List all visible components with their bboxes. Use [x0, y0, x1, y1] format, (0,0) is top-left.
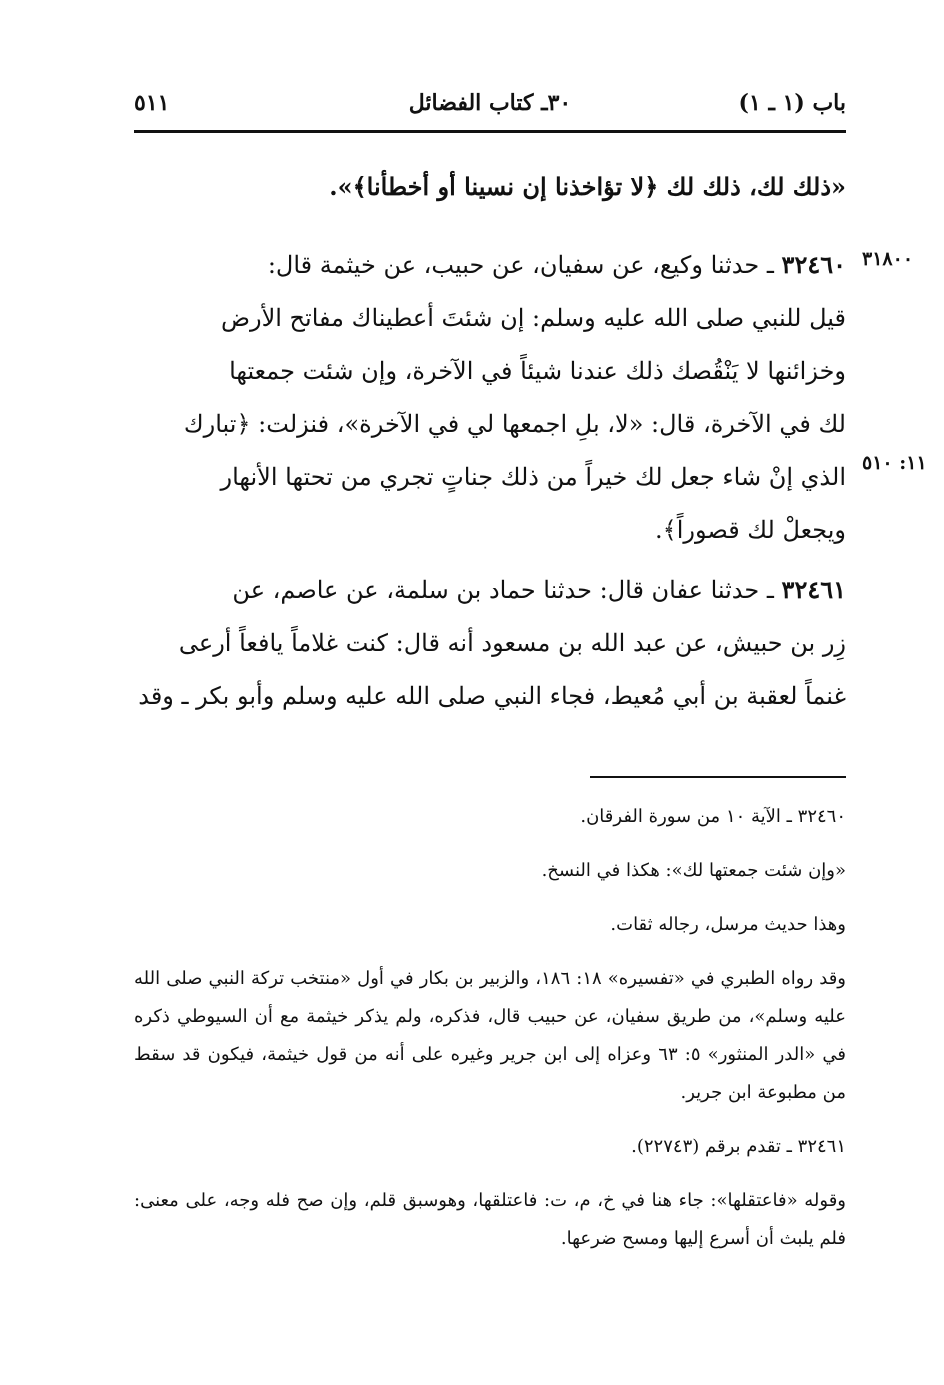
hadith-line: لك في الآخرة، قال: «لا، بلِ اجمعها لي في الآخرة»، فنزلت: ﴿تبارك	[183, 410, 846, 438]
page-number: ٥١١	[134, 90, 170, 116]
hadith-line: قيل للنبي صلى الله عليه وسلم: إن شئتَ أعطيناك مفاتح الأرض	[220, 304, 846, 332]
page-header	[134, 86, 846, 133]
opening-line-block	[134, 160, 846, 213]
hadith-line: ٣٢٤٦٠ ـ حدثنا وكيع، عن سفيان، عن حبيب، عن خيثمة قال:	[267, 250, 846, 279]
hadith-line: ٣٢٤٦١ ـ حدثنا عفان قال: حدثنا حماد بن سلمة، عن عاصم، عن	[232, 575, 846, 604]
footnote: ٣٢٤٦٠ ـ الآية ١٠ من سورة الفرقان.	[580, 806, 846, 827]
footnote: وهذا حديث مرسل، رجاله ثقات.	[610, 914, 846, 935]
hadith-line: الذي إنْ شاء جعل لك خيراً من ذلك جناتٍ تجري من تحتها الأنهار	[220, 463, 846, 491]
hadith-32461	[134, 563, 846, 723]
hadith-number: ٣٢٤٦٠	[781, 250, 846, 279]
chapter-reference: باب (١ ـ ١)	[738, 90, 846, 116]
footnote: وقد رواه الطبري في «تفسيره» ١٨: ١٨٦، والزبير بن بكار في أول «منتخب تركة النبي صلى الله عليه وسلم»، من طريق سفيان، عن حبيب قال، فذكره، ولم يذكر خيثمة مع أن السيوطي ذكره في «الدر المنثور» ٥: ٦٣ وعزاه إلى ابن جرير وغيره على أنه من قول خيثمة، فيكون قد سقط من مطبوعة ابن جرير.	[134, 968, 846, 1103]
hadith-32460	[134, 238, 846, 557]
footnote-separator	[590, 776, 846, 778]
book-title: ٣٠ـ كتاب الفضائل	[408, 90, 572, 116]
footnote: ٣٢٤٦١ ـ تقدم برقم (٢٢٧٤٣).	[631, 1136, 846, 1157]
hadith-line: غنماً لعقبة بن أبي مُعيط، فجاء النبي صلى الله عليه وسلم وأبو بكر ـ وقد	[138, 682, 846, 710]
footnote: «وإن شئت جمعتها لك»: هكذا في النسخ.	[541, 860, 846, 881]
footnote: وقوله «فاعتقلها»: جاء هنا في خ، م، ت: فاعتلقها، وهوسبق قلم، وإن صح فله وجه، على معنى: فلم يلبث أن أسرع إليها ومسح ضرعها.	[134, 1190, 846, 1249]
hadith-line: ويجعلْ لك قصوراً﴾.	[655, 516, 846, 544]
margin-note-number: ٣١٨٠٠	[862, 248, 914, 270]
hadith-line: وخزائنها لا يَنْقُصك ذلك عندنا شيئاً في الآخرة، وإن شئت جمعتها	[229, 357, 846, 385]
opening-line: «ذلك لك، ذلك لك ﴿لا تؤاخذنا إن نسينا أو أخطأنا﴾».	[329, 172, 846, 201]
hadith-line: زِر بن حبيش، عن عبد الله بن مسعود أنه قال: كنت غلاماً يافعاً أرعى	[178, 629, 846, 657]
hadith-number: ٣٢٤٦١	[781, 575, 846, 604]
footnotes	[134, 798, 846, 1274]
margin-note-volume-page: ١١: ٥١٠	[862, 452, 927, 474]
